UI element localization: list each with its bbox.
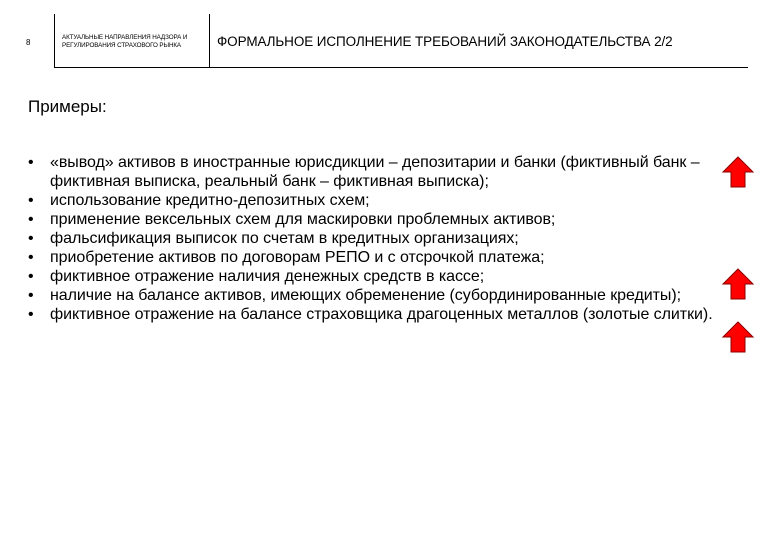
bullet-icon: • bbox=[28, 287, 34, 304]
slide-header bbox=[0, 0, 780, 70]
list-item bbox=[28, 305, 728, 324]
list-item bbox=[28, 267, 728, 286]
list-item-text: использование кредитно-депозитных схем; bbox=[50, 192, 370, 209]
bullet-icon: • bbox=[28, 192, 34, 209]
bullet-icon: • bbox=[28, 154, 34, 171]
header-underline bbox=[54, 67, 748, 68]
list-item-text: фиктивное отражение на балансе страховщика драгоценных металлов (золотые слитки). bbox=[50, 306, 713, 323]
list-item bbox=[28, 153, 728, 191]
list-item bbox=[28, 286, 728, 305]
list-item-text: фальсификация выписок по счетам в кредитных организациях; bbox=[50, 230, 519, 247]
examples-list bbox=[28, 153, 728, 324]
bullet-icon: • bbox=[28, 306, 34, 323]
bullet-icon: • bbox=[28, 249, 34, 266]
list-item bbox=[28, 210, 728, 229]
examples-heading: Примеры: bbox=[28, 97, 107, 116]
bullet-icon: • bbox=[28, 230, 34, 247]
header-divider-middle bbox=[209, 14, 210, 68]
section-title-line-1: АКТУАЛЬНЫЕ НАПРАВЛЕНИЯ НАДЗОРА И bbox=[62, 34, 188, 41]
list-item bbox=[28, 191, 728, 210]
list-item-text: наличие на балансе активов, имеющих обременение (субординированные кредиты); bbox=[50, 287, 682, 304]
arrow-up-icon bbox=[721, 155, 755, 189]
arrow-up-icon bbox=[721, 267, 755, 301]
header-divider-left bbox=[54, 14, 55, 68]
list-item-text: приобретение активов по договорам РЕПО и с отсрочкой платежа; bbox=[50, 249, 545, 266]
page-number: 8 bbox=[26, 38, 31, 47]
slide-title: ФОРМАЛЬНОЕ ИСПОЛНЕНИЕ ТРЕБОВАНИЙ ЗАКОНОДАТЕЛЬСТВА 2/2 bbox=[217, 34, 673, 49]
section-title-line-2: РЕГУЛИРОВАНИЯ СТРАХОВОГО РЫНКА bbox=[62, 42, 182, 49]
list-item bbox=[28, 248, 728, 267]
section-title bbox=[62, 34, 209, 50]
list-item-text: применение вексельных схем для маскировки проблемных активов; bbox=[50, 211, 556, 228]
bullet-icon: • bbox=[28, 211, 34, 228]
arrow-up-icon bbox=[721, 320, 755, 354]
list-item-text: «вывод» активов в иностранные юрисдикции – депозитарии и банки (фиктивный банк – фиктивная выписка, реальный банк – фиктивная выписка); bbox=[50, 154, 700, 190]
list-item-text: фиктивное отражение наличия денежных средств в кассе; bbox=[50, 268, 485, 285]
bullet-icon: • bbox=[28, 268, 34, 285]
list-item bbox=[28, 229, 728, 248]
